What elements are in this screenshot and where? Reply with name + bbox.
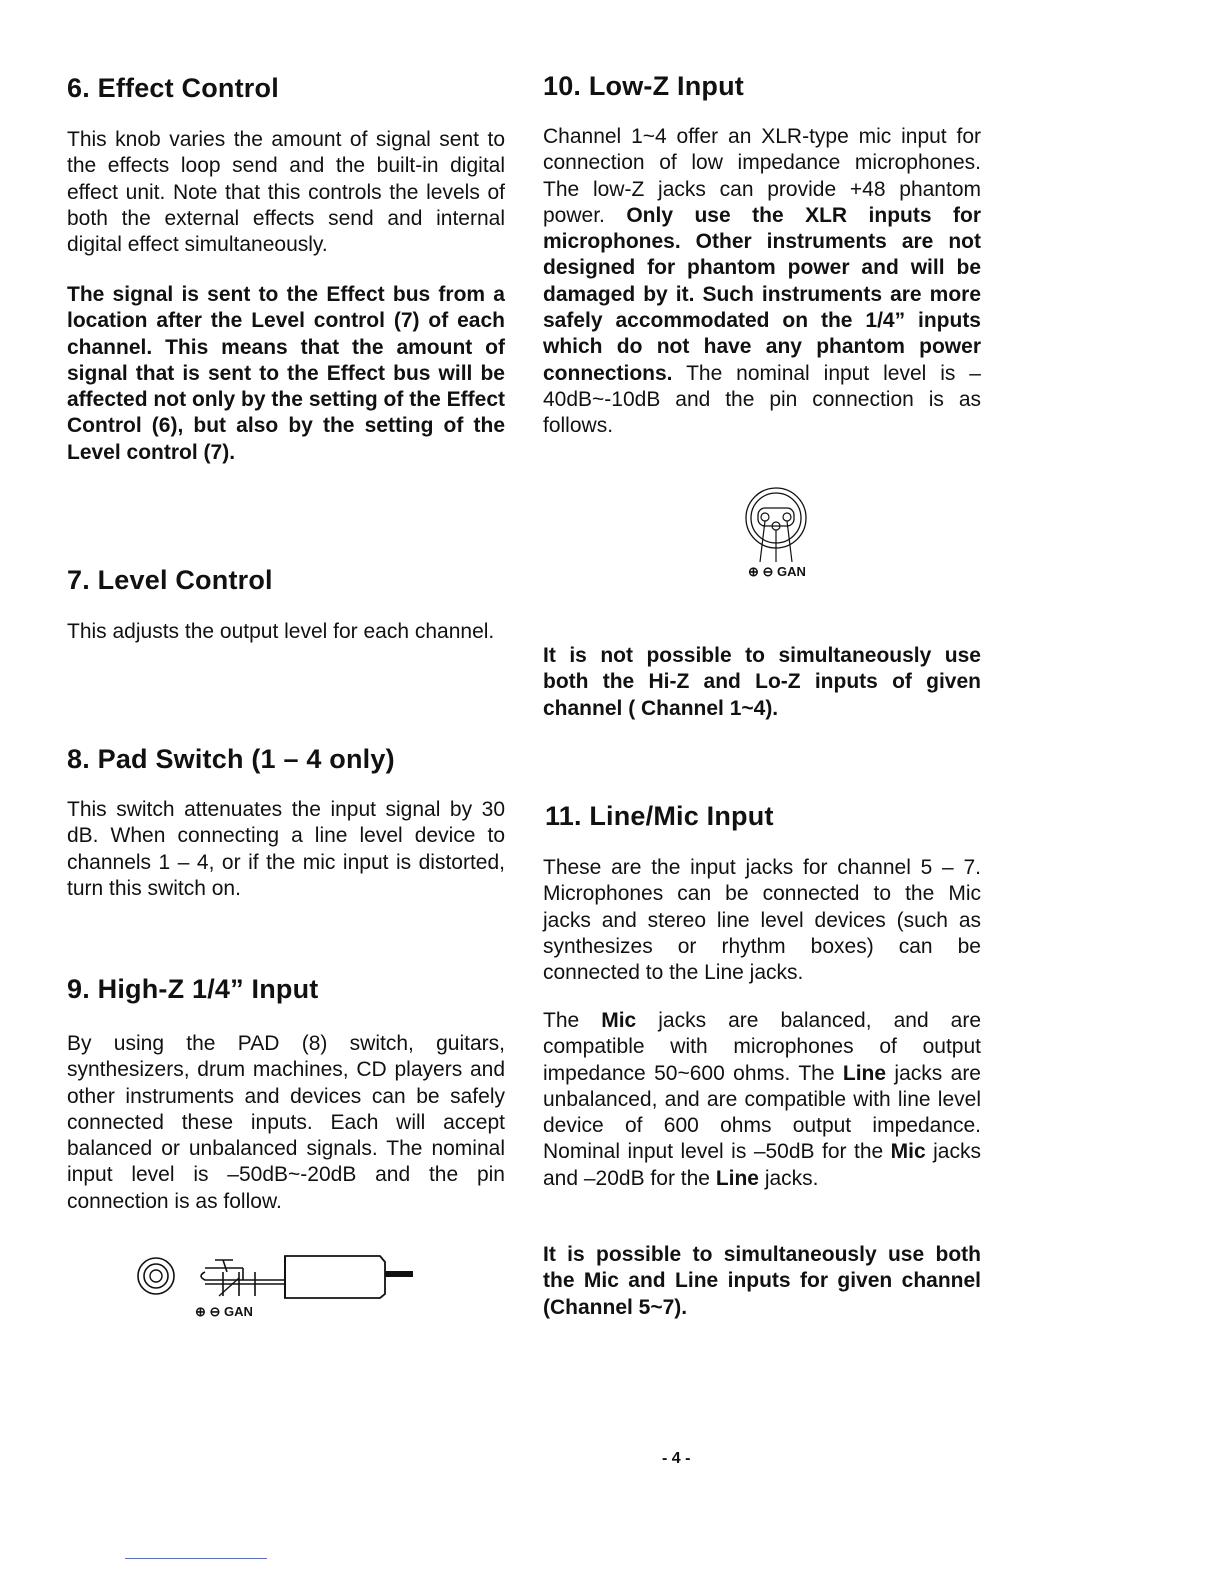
- quarter-inch-jack-diagram: [135, 1248, 425, 1324]
- section-11-note: It is possible to simultaneously use both the Mic and Line inputs for given channel (Channel 5~7).: [543, 1243, 981, 1319]
- section-10-warning: Only use the XLR inputs for microphones. Other instruments are not designed for phantom power and will be damaged by it. Such instruments are more safely accommodated on the 1/4” inputs which do not have any phantom power connections.: [543, 203, 981, 385]
- section-6-note: The signal is sent to the Effect bus from a location after the Level control (7) of each channel. This means that the amount of signal that is sent to the Effect bus will be affected not only by the setting of the Effect Control (6), but also by the setting of the Level control (7).: [67, 283, 505, 464]
- section-10-note: It is not possible to simultaneously use both the Hi-Z and Lo-Z inputs of given channel ( Channel 1~4).: [543, 644, 981, 720]
- page-number: - 4 -: [662, 1450, 691, 1467]
- section-11-body-2: [543, 1008, 981, 1192]
- quarter-inch-pin-label: ⊕ ⊖ GAN: [195, 1304, 253, 1319]
- section-8-title: 8. Pad Switch (1 – 4 only): [67, 744, 395, 774]
- quarter-inch-plug-icon: [135, 1248, 425, 1308]
- xlr-connector-icon: [742, 484, 842, 564]
- section-10-text-a: Channel 1~4 offer an XLR-type mic input for connection of low impedance microphones. The low-Z jacks can provide +48 phantom power.: [543, 125, 981, 227]
- section-10-text-c: The nominal input level is – 40dB~-10dB and the pin connection is as follows.: [543, 361, 981, 438]
- s11-text-4: jacks and –20dB for the: [543, 1140, 981, 1190]
- section-9-body: By using the PAD (8) switch, guitars, synthesizers, drum machines, CD players and other instruments and devices can be safely connected these inputs. Each will accept balanced or unbalanced signals. The nominal input level is –50dB~-20dB and the pin connection is as follow.: [67, 1032, 505, 1213]
- s11-text-2: jacks are balanced, and are compatible with microphones of output impedance 50~600 ohms. The: [543, 1009, 981, 1085]
- s11-text-3: jacks are unbalanced, and are compatible with line level device of 600 ohms output impedance. Nominal input level is –50dB for the: [543, 1061, 981, 1164]
- xlr-pin-label: ⊕ ⊖ GAN: [748, 564, 806, 579]
- section-6-body: This knob varies the amount of signal sent to the effects loop send and the built-in digital effect unit. Note that this controls the levels of both the external effects send and internal digital effect simultaneously.: [67, 128, 505, 257]
- section-11-body: These are the input jacks for channel 5 – 7. Microphones can be connected to the Mic jacks and stereo line level devices (such as synthesizes or rhythm boxes) can be connected to the Line jacks.: [543, 856, 981, 985]
- footer-rule: [125, 1558, 267, 1559]
- s11-text-5: jacks.: [758, 1166, 819, 1190]
- s11-bold-mic-2: Mic: [890, 1140, 926, 1164]
- xlr-connector-diagram: [742, 484, 842, 584]
- s11-bold-line: Line: [842, 1061, 887, 1085]
- section-10-title: 10. Low-Z Input: [543, 71, 744, 101]
- section-10-body: [543, 124, 981, 440]
- section-9-title: 9. High-Z 1/4” Input: [67, 974, 319, 1004]
- section-7-body: This adjusts the output level for each channel.: [67, 620, 495, 643]
- section-11-title: 11. Line/Mic Input: [545, 801, 774, 831]
- s11-bold-mic: Mic: [601, 1009, 637, 1032]
- section-6-title: 6. Effect Control: [67, 73, 279, 103]
- s11-text-1: The: [543, 1009, 602, 1032]
- section-8-body: This switch attenuates the input signal by 30 dB. When connecting a line level device to channels 1 – 4, or if the mic input is distorted, turn this switch on.: [67, 798, 505, 900]
- s11-bold-line-2: Line: [715, 1166, 759, 1190]
- section-7-title: 7. Level Control: [67, 565, 273, 595]
